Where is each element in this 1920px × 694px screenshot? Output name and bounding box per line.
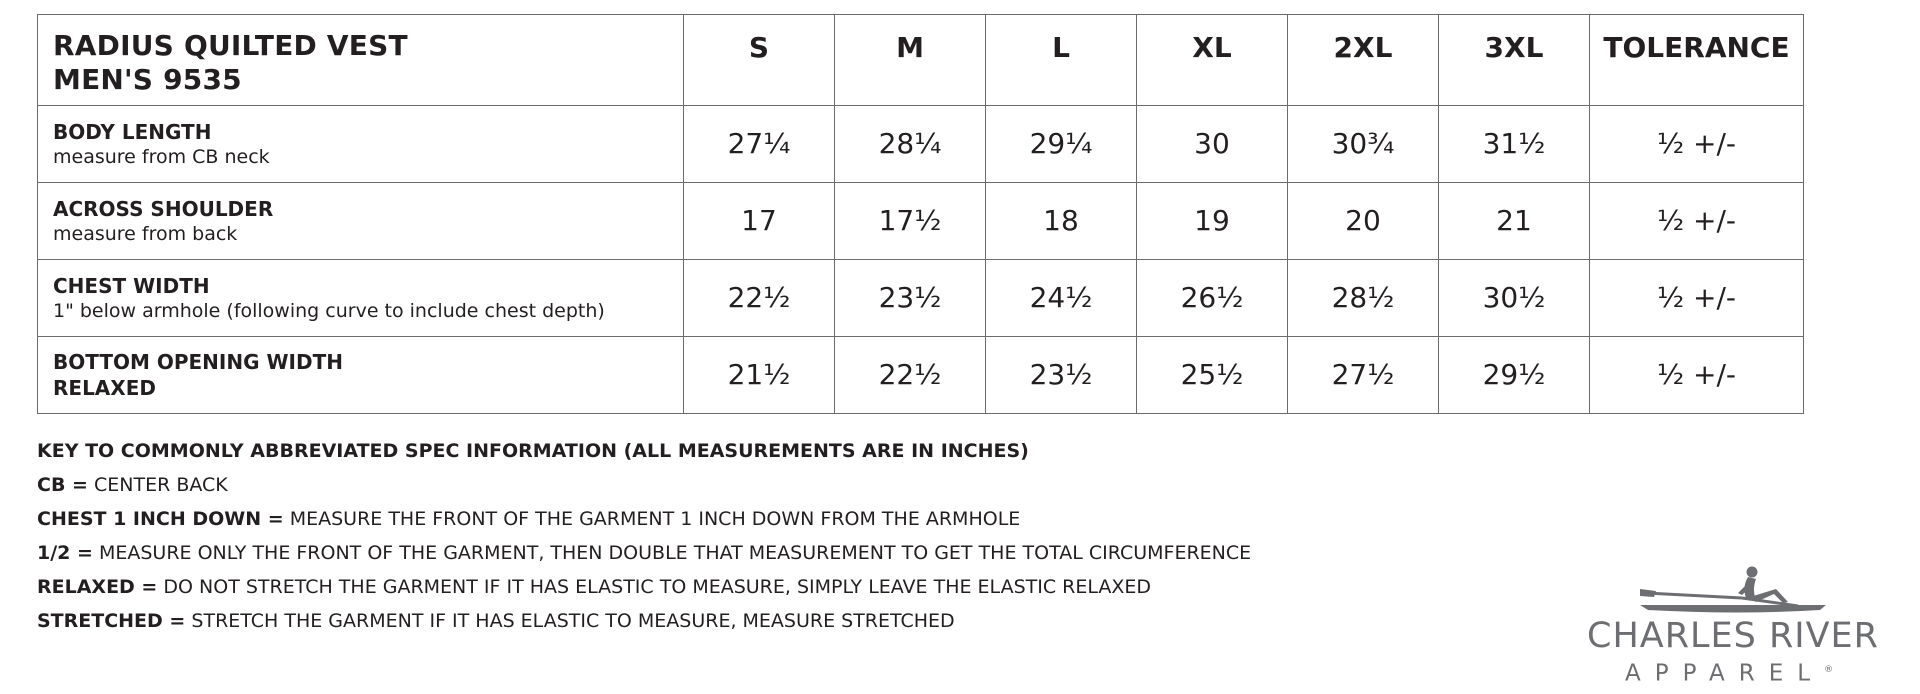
row-label-cell xyxy=(38,183,684,260)
row-sublabel: 1" below armhole (following curve to include chest depth) xyxy=(53,300,605,322)
tolerance-cell: ½ +/- xyxy=(1590,106,1804,183)
value-cell: 29½ xyxy=(1439,337,1590,414)
logo-sub-text: APPAREL xyxy=(1625,660,1825,687)
value-cell: 24½ xyxy=(986,260,1137,337)
row-label-cell xyxy=(38,260,684,337)
tolerance-header: TOLERANCE xyxy=(1590,15,1804,106)
size-header-2xl: 2XL xyxy=(1288,15,1439,106)
key-term: CHEST 1 INCH DOWN = xyxy=(37,508,284,530)
logo-sub xyxy=(1625,657,1833,687)
key-definition: MEASURE THE FRONT OF THE GARMENT 1 INCH DOWN FROM THE ARMHOLE xyxy=(283,508,1021,530)
row-sublabel: RELAXED xyxy=(53,376,156,400)
table-row xyxy=(38,183,1804,260)
key-item xyxy=(37,604,1251,638)
value-cell: 29¼ xyxy=(986,106,1137,183)
value-cell: 31½ xyxy=(1439,106,1590,183)
key-term: RELAXED = xyxy=(37,576,158,598)
key-item xyxy=(37,502,1251,536)
spec-table xyxy=(37,14,1804,414)
rower-icon xyxy=(1638,565,1828,617)
product-style: MEN'S 9535 xyxy=(53,63,242,96)
row-label: BOTTOM OPENING WIDTH xyxy=(53,350,343,374)
key-term: 1/2 = xyxy=(37,542,93,564)
key-definition: DO NOT STRETCH THE GARMENT IF IT HAS ELASTIC TO MEASURE, SIMPLY LEAVE THE ELASTIC RELAXED xyxy=(157,576,1152,598)
key-title: KEY TO COMMONLY ABBREVIATED SPEC INFORMATION (ALL MEASUREMENTS ARE IN INCHES) xyxy=(37,440,1029,462)
value-cell: 23½ xyxy=(835,260,986,337)
row-sublabel: measure from CB neck xyxy=(53,146,270,168)
row-label: CHEST WIDTH xyxy=(53,274,210,298)
key-item xyxy=(37,570,1251,604)
value-cell: 23½ xyxy=(986,337,1137,414)
value-cell: 21½ xyxy=(684,337,835,414)
value-cell: 17 xyxy=(684,183,835,260)
table-row xyxy=(38,260,1804,337)
value-cell: 21 xyxy=(1439,183,1590,260)
size-header-3xl: 3XL xyxy=(1439,15,1590,106)
table-header-row xyxy=(38,15,1804,106)
value-cell: 22½ xyxy=(684,260,835,337)
size-header-l: L xyxy=(986,15,1137,106)
product-title xyxy=(38,15,684,106)
size-header-s: S xyxy=(684,15,835,106)
value-cell: 30½ xyxy=(1439,260,1590,337)
value-cell: 18 xyxy=(986,183,1137,260)
key-definition: CENTER BACK xyxy=(87,474,228,496)
value-cell: 27½ xyxy=(1288,337,1439,414)
value-cell: 30¾ xyxy=(1288,106,1439,183)
value-cell: 17½ xyxy=(835,183,986,260)
tolerance-cell: ½ +/- xyxy=(1590,183,1804,260)
size-header-m: M xyxy=(835,15,986,106)
tolerance-cell: ½ +/- xyxy=(1590,337,1804,414)
registered-mark: ® xyxy=(1824,665,1834,675)
key-definition: STRETCH THE GARMENT IF IT HAS ELASTIC TO MEASURE, MEASURE STRETCHED xyxy=(185,610,955,632)
key-term: STRETCHED = xyxy=(37,610,186,632)
value-cell: 25½ xyxy=(1137,337,1288,414)
row-label: BODY LENGTH xyxy=(53,120,212,144)
value-cell: 26½ xyxy=(1137,260,1288,337)
value-cell: 28½ xyxy=(1288,260,1439,337)
value-cell: 22½ xyxy=(835,337,986,414)
key-item xyxy=(37,536,1251,570)
row-sublabel: measure from back xyxy=(53,223,238,245)
product-name: RADIUS QUILTED VEST xyxy=(53,29,408,62)
row-label: ACROSS SHOULDER xyxy=(53,197,274,221)
value-cell: 19 xyxy=(1137,183,1288,260)
value-cell: 27¼ xyxy=(684,106,835,183)
logo-brand: CHARLES RIVER xyxy=(1587,616,1879,656)
key-item xyxy=(37,468,1251,502)
key-term: CB = xyxy=(37,474,88,496)
size-header-xl: XL xyxy=(1137,15,1288,106)
value-cell: 28¼ xyxy=(835,106,986,183)
tolerance-cell: ½ +/- xyxy=(1590,260,1804,337)
spec-key xyxy=(37,434,1251,638)
value-cell: 30 xyxy=(1137,106,1288,183)
key-definition: MEASURE ONLY THE FRONT OF THE GARMENT, THEN DOUBLE THAT MEASUREMENT TO GET THE TOTAL CIRCUMFERENCE xyxy=(92,542,1252,564)
value-cell: 20 xyxy=(1288,183,1439,260)
row-label-cell xyxy=(38,337,684,414)
table-row xyxy=(38,106,1804,183)
charles-river-logo xyxy=(1583,565,1883,685)
row-label-cell xyxy=(38,106,684,183)
table-row xyxy=(38,337,1804,414)
